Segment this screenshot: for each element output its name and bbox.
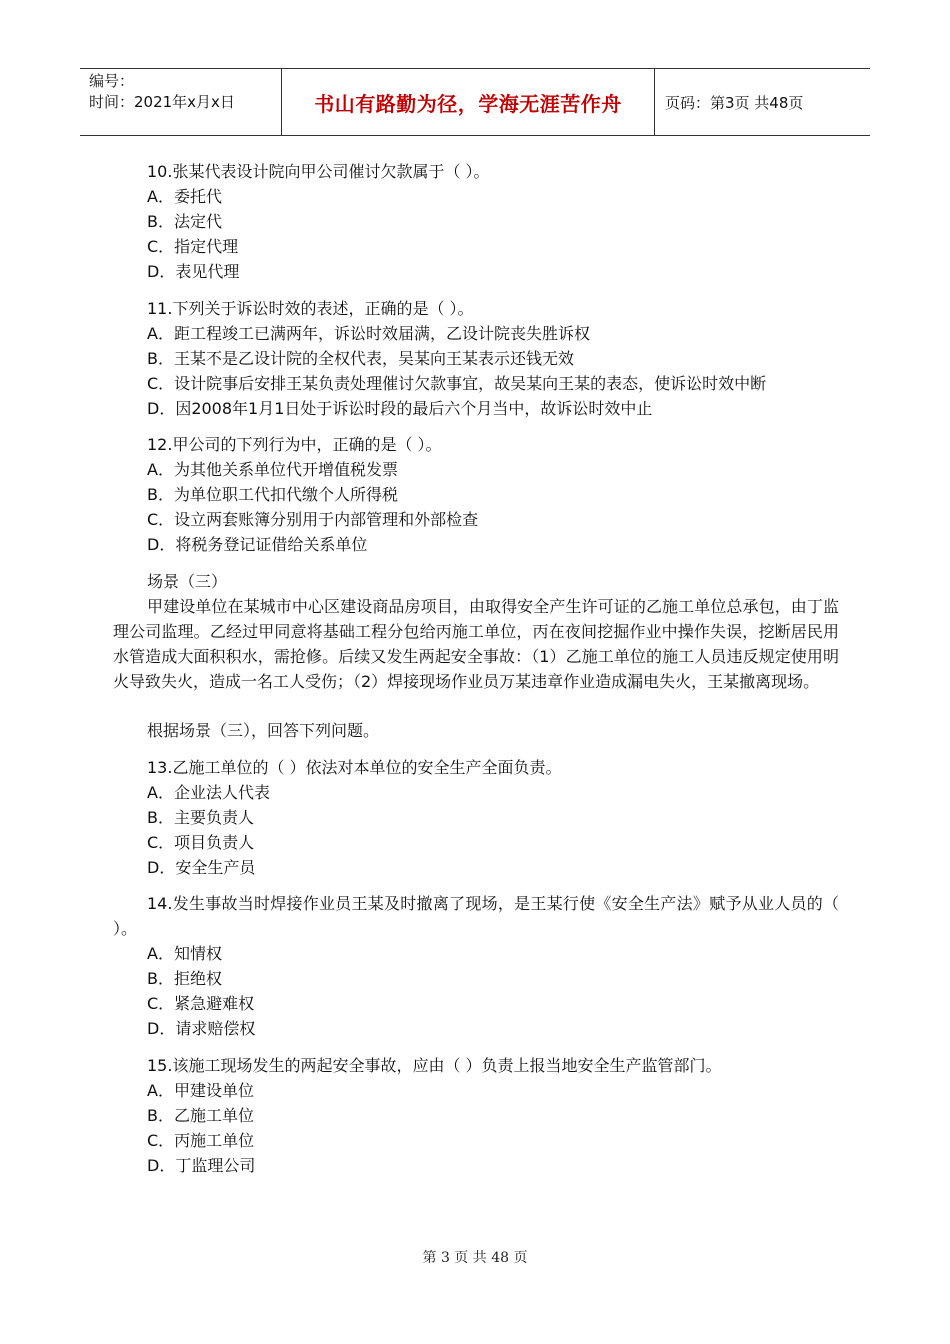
- question-option: C．紧急避难权: [147, 994, 255, 1013]
- question-option: A．委托代: [147, 187, 222, 206]
- question-option: B．法定代: [147, 212, 222, 231]
- page-footer: 第 3 页 共 48 页: [422, 1250, 528, 1266]
- header-page-cell: [655, 69, 870, 135]
- question-option: D．安全生产员: [147, 858, 256, 877]
- question-stem: 10.张某代表设计院向甲公司催讨欠款属于（ ）。: [147, 162, 490, 181]
- question-stem: 14.发生事故当时焊接作业员王某及时撤离了现场，是王某行使《安全生产法》赋予从业人员的（ ）。: [113, 894, 839, 938]
- question-option: A．距工程竣工已满两年，诉讼时效届满，乙设计院丧失胜诉权: [147, 324, 590, 343]
- question-option: A．企业法人代表: [147, 783, 270, 802]
- question-option: B．为单位职工代扣代缴个人所得税: [147, 485, 398, 504]
- page-header: [80, 68, 870, 136]
- question-stem: 15.该施工现场发生的两起安全事故，应由（ ）负责上报当地安全生产监管部门。: [147, 1056, 722, 1075]
- question-option: B．乙施工单位: [147, 1106, 254, 1125]
- question-option: D．表见代理: [147, 262, 240, 281]
- question-option: B．王某不是乙设计院的全权代表，吴某向王某表示还钱无效: [147, 349, 574, 368]
- page-label: 页码：第3页 共48页: [665, 93, 804, 112]
- question-stem: 13.乙施工单位的（ ）依法对本单位的安全生产全面负责。: [147, 758, 562, 777]
- question-option: D．请求赔偿权: [147, 1019, 256, 1038]
- question-option: D．丁监理公司: [147, 1156, 256, 1175]
- question-option: C．指定代理: [147, 237, 239, 256]
- question-option: A．知情权: [147, 944, 222, 963]
- header-meta: [80, 69, 282, 135]
- question-option: B．拒绝权: [147, 969, 222, 988]
- scenario-body: 甲建设单位在某城市中心区建设商品房项目，由取得安全产生许可证的乙施工单位总承包，由丁监理公司监理。乙经过甲同意将基础工程分包给丙施工单位，丙在夜间挖掘作业中操作失误，挖断居民用水管造成大面积积水，需抢修。后续又发生两起安全事故：（1）乙施工单位的施工人员违反规定使用明火导致失火，造成一名工人受伤；（2）焊接现场作业员万某违章作业造成漏电失火，王某撤离现场。: [113, 597, 839, 691]
- question-option: C．项目负责人: [147, 833, 255, 852]
- question-option: D．因2008年1月1日处于诉讼时段的最后六个月当中，故诉讼时效中止: [147, 399, 653, 418]
- question-option: C．设计院事后安排王某负责处理催讨欠款事宜，故吴某向王某的表态，使诉讼时效中断: [147, 374, 767, 393]
- question-option: B．主要负责人: [147, 808, 254, 827]
- question-option: C．设立两套账簿分别用于内部管理和外部检查: [147, 510, 479, 529]
- question-option: A．甲建设单位: [147, 1081, 254, 1100]
- scenario-prompt: 根据场景（三），回答下列问题。: [147, 721, 380, 740]
- question-option: C．丙施工单位: [147, 1131, 255, 1150]
- header-motto-cell: [282, 69, 655, 135]
- time-label: 时间：2021年x月x日: [89, 93, 235, 111]
- question-stem: 12.甲公司的下列行为中，正确的是（ ）。: [147, 435, 442, 454]
- question-option: A．为其他关系单位代开增值税发票: [147, 460, 398, 479]
- question-stem: 11.下列关于诉讼时效的表述，正确的是（ ）。: [147, 299, 474, 318]
- question-option: D．将税务登记证借给关系单位: [147, 535, 368, 554]
- motto: 书山有路勤为径，学海无涯苦作舟: [314, 91, 622, 116]
- number-label: 编号：: [89, 72, 135, 90]
- scenario-title: 场景（三）: [147, 572, 228, 591]
